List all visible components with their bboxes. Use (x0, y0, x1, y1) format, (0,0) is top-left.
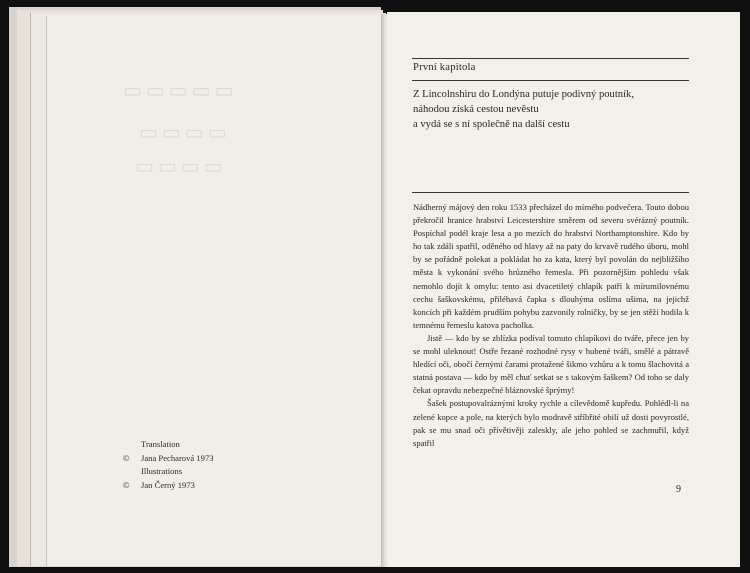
left-page (46, 16, 385, 566)
body-text (413, 201, 689, 450)
paragraph: Jistě — kdo by se zblízka podíval tomuto chlapíkovi do tváře, přece jen by se mohl uleknout! Ostře řezané rozhodné rysy v hubené tváři, smělé a pátravě hledící oči, obočí černými čarami protažené šikmo vzhůru a k tomu šlachovitá a statná postava — kdo by měl chuť setkat se s takovým šaškem? Od toho se daly čekat opravdu nebezpečné bláznovské šprýmy! (413, 332, 689, 396)
summary-line: náhodou získá cestou nevěstu (413, 104, 539, 115)
bleed-through-mark: ▭▭▭▭▭ (123, 80, 238, 102)
bleed-through-mark: ▭▭▭▭ (135, 156, 227, 178)
chapter-summary (413, 87, 693, 132)
copyright-symbol: © (123, 452, 130, 463)
section-rule (412, 192, 689, 193)
paragraph: Nádherný májový den roku 1533 přecházel do mírného podvečera. Touto dobou překročil hranice hrabství Leicestershire směrem od severu svérázný poutník. Pospíchal podél kraje lesa a po mezích do hrabství Northamptonshire. Kdo by ho tak zdáli spatřil, oděného od hlavy až na paty do krvavě rudého úboru, mohl by se pořádně polekat a pokládat ho za kata, který byl povolán do nejbližšího města k vykonání svého hrůzného řemesla. Při pozornějším pohledu však nemohlo dojít k omylu: tento asi dvacetiletý chlapík patří k mírumilovnému cechu šaškovskému, přiléhavá čapka s dlouhýma oslíma ušima, na jejichž koncích při každém prudším pohybu zazvonily rolničky, by se jen stěží hodila k temnému řemeslu katova pacholka. (413, 202, 689, 330)
copyright-credits (123, 438, 323, 492)
credit-line (123, 452, 323, 466)
bleed-through-mark: ▭▭▭▭ (139, 122, 231, 144)
credit-line (123, 438, 323, 452)
right-page (387, 12, 740, 567)
credit-text: Illustrations (141, 466, 183, 477)
paragraph: Šašek postupovalráznými kroky rychle a cílevědomě kupředu. Pohlédl-li na zelené kopce a pole, na kterých bylo modravě stříbřité obilí už dosti povyrostlé, pak se mu snad oči přívětivěji zaleskly, ale jeho pohled se zachmuřil, když spatřil (413, 398, 689, 448)
credit-text: Translation (141, 439, 180, 449)
top-rule (412, 58, 689, 59)
credit-text: Jana Pecharová 1973 (141, 452, 214, 463)
credit-text: Jan Černý 1973 (141, 479, 195, 490)
chapter-title: První kapitola (413, 62, 476, 73)
copyright-symbol: © (123, 479, 130, 490)
title-rule (412, 80, 689, 81)
page-number: 9 (676, 484, 681, 495)
summary-line: Z Lincolnshiru do Londýna putuje podivný poutník, (413, 89, 634, 100)
credit-line (123, 479, 323, 493)
credit-line (123, 465, 323, 479)
summary-line: a vydá se s ní společně na další cestu (413, 119, 570, 130)
